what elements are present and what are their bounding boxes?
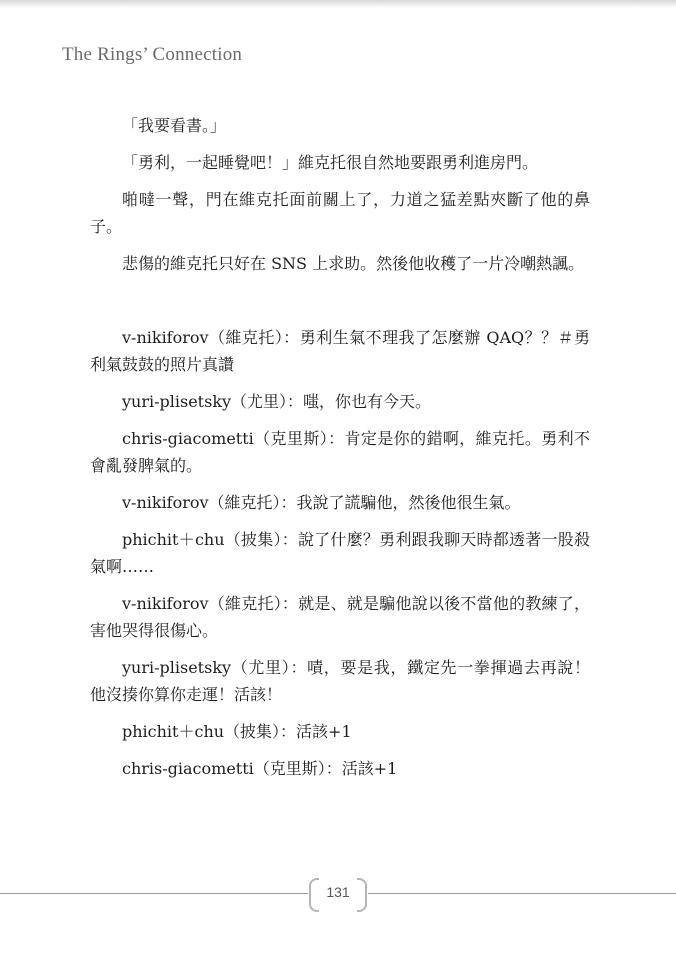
page-number-frame [309,878,367,910]
chat-line: chris-giacometti（克里斯）：活該+1 [122,759,398,778]
chat-line: yuri-plisetsky（尤里）：嗤，你也有今天。 [122,392,432,411]
chat-line: v-nikiforov（維克托）：勇利生氣不理我了怎麼辦 QAQ？？＃勇利氣鼓鼓的照片真讚 [90,328,590,374]
chat-line: phichit＋chu（披集）：說了什麼？勇利跟我聊天時都透著一股殺氣啊…… [90,530,590,576]
chat-line: chris-giacometti（克里斯）：肯定是你的錯啊，維克托。勇利不會亂發脾氣的。 [90,429,590,475]
paragraph: 悲傷的維克托只好在 SNS 上求助。然後他收穫了一片冷嘲熱諷。 [122,254,585,273]
page-top-edge [0,0,676,8]
footer-rule-left [0,893,308,894]
chat-line: yuri-plisetsky（尤里）：嘖，要是我，鐵定先一拳揮過去再說！他沒揍你算你走運！活該！ [90,658,590,704]
chat-line: v-nikiforov（維克托）：我說了謊騙他，然後他很生氣。 [122,493,521,512]
chat-line: phichit＋chu（披集）：活該+1 [122,722,352,741]
chat-line: v-nikiforov（維克托）：就是、就是騙他說以後不當他的教練了，害他哭得很傷心。 [90,594,590,640]
running-header-title: The Rings’ Connection [62,44,243,65]
page-body [90,112,590,792]
paragraph: 「勇利，一起睡覺吧！」維克托很自然地要跟勇利進房門。 [122,153,539,172]
page-number: 131 [326,884,350,900]
paragraph: 「我要看書。」 [122,116,227,135]
paragraph: 啪噠一聲，門在維克托面前關上了，力道之猛差點夾斷了他的鼻子。 [90,190,590,236]
footer-rule-right [368,893,676,894]
section-gap [90,287,590,324]
